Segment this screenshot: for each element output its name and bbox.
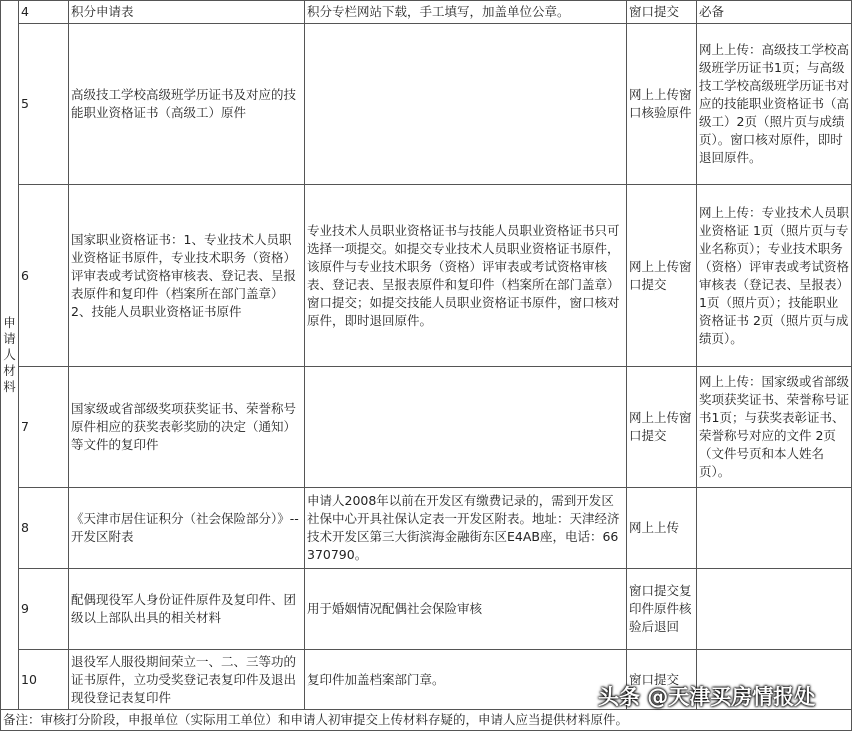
submission-method: 窗口提交 (627, 650, 697, 710)
material-description: 专业技术人员职业资格证书与技能人员职业资格证书只可选择一项提交。如提交专业技术人员职业资格证书原件，该原件与专业技术职务（资格）评审表或考试资格审核表、登记表、呈报表原件和复印件（档案所在部门盖章）窗口提交；如提交技能人员职业资格证书原件，窗口核对原件，即时退回原件。 (305, 185, 627, 367)
submission-method: 网上上传窗口提交 (627, 367, 697, 488)
category-cell (1, 1, 19, 710)
row-number: 4 (19, 1, 69, 24)
material-name: 国家级或省部级奖项获奖证书、荣誉称号原件相应的获奖表彰奖励的决定（通知）等文件的复印件 (69, 367, 305, 488)
material-name: 配偶现役军人身份证件原件及复印件、团级以上部队出具的相关材料 (69, 569, 305, 650)
requirement (697, 569, 852, 650)
watermark-text: 头条 @天津买房情报处 (598, 685, 816, 709)
material-description (305, 367, 627, 488)
requirement: 网上上传：高级技工学校高级班学历证书1页；与高级技工学校高级班学历证书对应的技能职业资格证书（高级工）2页（照片页与成绩页）。窗口核对原件，即时退回原件。 (697, 24, 852, 185)
requirement: 必备 (697, 1, 852, 24)
material-name: 退役军人服役期间荣立一、二、三等功的证书原件，立功受奖登记表复印件及退出现役登记表复印件 (69, 650, 305, 710)
table-row (1, 488, 852, 569)
material-description (305, 24, 627, 185)
requirement (697, 488, 852, 569)
material-description: 复印件加盖档案部门章。 (305, 650, 627, 710)
row-number: 5 (19, 24, 69, 185)
row-number: 8 (19, 488, 69, 569)
material-description: 积分专栏网站下载，手工填写，加盖单位公章。 (305, 1, 627, 24)
table-row (1, 1, 852, 24)
submission-method: 窗口提交复印件原件核验后退回 (627, 569, 697, 650)
table-row (1, 24, 852, 185)
wechat-icon (566, 685, 592, 707)
row-number: 9 (19, 569, 69, 650)
row-number: 10 (19, 650, 69, 710)
table-row (1, 367, 852, 488)
material-description: 申请人2008年以前在开发区有缴费记录的，需到开发区社保中心开具社保认定表一开发区附表。地址：天津经济技术开发区第三大街滨海金融街东区E4AB座，电话：66370790。 (305, 488, 627, 569)
row-number: 6 (19, 185, 69, 367)
requirement: 网上上传：国家级或省部级奖项获奖证书、荣誉称号证书1页；与获奖表彰证书、荣誉称号对应的文件 2页（文件号页和本人姓名页）。 (697, 367, 852, 488)
submission-method: 网上上传窗口提交 (627, 185, 697, 367)
submission-method: 窗口提交 (627, 1, 697, 24)
table-row (1, 569, 852, 650)
requirement: 网上上传：专业技术人员职业资格证 1页（照片页与专业名称页）；专业技术职务（资格）评审表或考试资格审核表（登记表、呈报表）1页（照片页）；技能职业资格证书 2页（照片页与成绩页）。 (697, 185, 852, 367)
note-text: 备注：审核打分阶段，申报单位（实际用工单位）和申请人初审提交上传材料存疑的，申请人应当提供材料原件。 (1, 710, 852, 731)
table-row (1, 185, 852, 367)
material-description: 用于婚姻情况配偶社会保险审核 (305, 569, 627, 650)
material-name: 高级技工学校高级班学历证书及对应的技能职业资格证书（高级工）原件 (69, 24, 305, 185)
row-number: 7 (19, 367, 69, 488)
material-name: 国家职业资格证书：1、专业技术人员职业资格证书原件，专业技术职务（资格）评审表或考试资格审核表、登记表、呈报表原件和复印件（档案所在部门盖章）2、技能人员职业资格证书原件 (69, 185, 305, 367)
submission-method: 网上上传 (627, 488, 697, 569)
submission-method: 网上上传窗口核验原件 (627, 24, 697, 185)
watermark (566, 676, 846, 716)
material-name: 积分申请表 (69, 1, 305, 24)
material-name: 《天津市居住证积分（社会保险部分）》--开发区附表 (69, 488, 305, 569)
category-label: 申请人材料 (3, 314, 16, 394)
